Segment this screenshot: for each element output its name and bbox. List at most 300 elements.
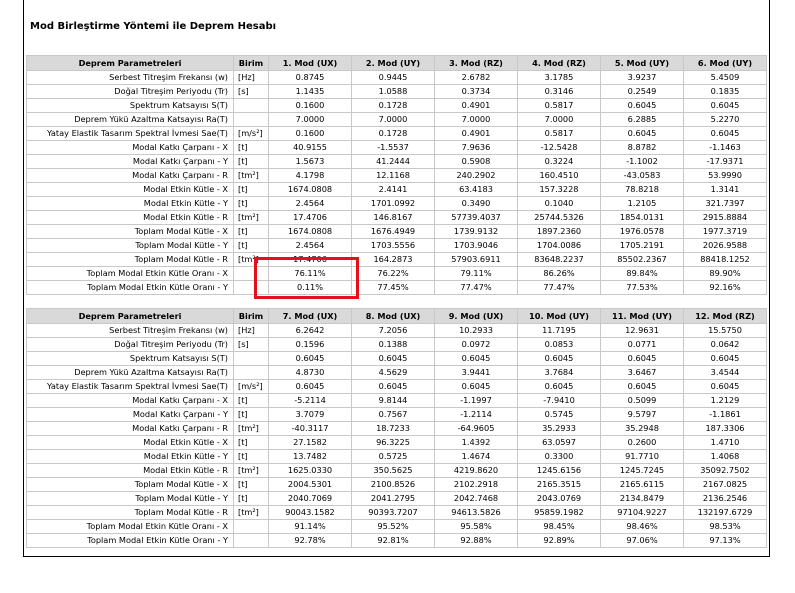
param-name-cell: Toplam Modal Etkin Kütle Oranı - Y [27, 281, 234, 295]
mode-column-header: 3. Mod (RZ) [435, 56, 518, 71]
value-cell: 0.6045 [684, 99, 767, 113]
unit-cell: [t] [234, 478, 269, 492]
value-cell: 13.7482 [269, 450, 352, 464]
value-cell: 0.6045 [601, 99, 684, 113]
value-cell: 76.11% [269, 267, 352, 281]
value-cell: 77.53% [601, 281, 684, 295]
param-name-cell: Toplam Modal Etkin Kütle Oranı - Y [27, 534, 234, 548]
param-name-cell: Toplam Modal Etkin Kütle Oranı - X [27, 267, 234, 281]
table-row [27, 267, 767, 281]
value-cell: 2102.2918 [435, 478, 518, 492]
table-row [27, 464, 767, 478]
mode-column-header: 7. Mod (UX) [269, 309, 352, 324]
value-cell: 9.5797 [601, 408, 684, 422]
value-cell: 350.5625 [352, 464, 435, 478]
value-cell: 95.52% [352, 520, 435, 534]
param-name-cell: Toplam Modal Etkin Kütle Oranı - X [27, 520, 234, 534]
unit-column-header: Birim [234, 309, 269, 324]
unit-cell: [m/s²] [234, 380, 269, 394]
value-cell: 3.9237 [601, 71, 684, 85]
table-row [27, 408, 767, 422]
value-cell: 1.4068 [684, 450, 767, 464]
value-cell: 78.8218 [601, 183, 684, 197]
mode-column-header: 2. Mod (UY) [352, 56, 435, 71]
value-cell: 321.7397 [684, 197, 767, 211]
value-cell: -1.1997 [435, 394, 518, 408]
param-name-cell: Modal Etkin Kütle - Y [27, 197, 234, 211]
value-cell: 1.2105 [601, 197, 684, 211]
value-cell: 35.2948 [601, 422, 684, 436]
param-name-cell: Modal Etkin Kütle - Y [27, 450, 234, 464]
unit-cell: [tm²] [234, 169, 269, 183]
param-name-cell: Modal Etkin Kütle - R [27, 464, 234, 478]
table-header-row [27, 56, 767, 71]
value-cell: 1674.0808 [269, 225, 352, 239]
value-cell: -1.1463 [684, 141, 767, 155]
param-name-cell: Modal Katkı Çarpanı - R [27, 422, 234, 436]
value-cell: 7.0000 [352, 113, 435, 127]
table-row [27, 113, 767, 127]
param-name-cell: Yatay Elastik Tasarım Spektral İvmesi Sae(T) [27, 127, 234, 141]
value-cell: 97104.9227 [601, 506, 684, 520]
value-cell: 0.7567 [352, 408, 435, 422]
unit-cell: [t] [234, 239, 269, 253]
value-cell: 3.7079 [269, 408, 352, 422]
value-cell: 1.4392 [435, 436, 518, 450]
value-cell: -1.1002 [601, 155, 684, 169]
unit-cell: [t] [234, 183, 269, 197]
table-row [27, 324, 767, 338]
value-cell: 17.4706 [269, 253, 352, 267]
value-cell: 0.4901 [435, 127, 518, 141]
value-cell: 0.2600 [601, 436, 684, 450]
value-cell: 98.45% [518, 520, 601, 534]
value-cell: 240.2902 [435, 169, 518, 183]
param-name-cell: Doğal Titreşim Periyodu (Tr) [27, 338, 234, 352]
value-cell: 7.2056 [352, 324, 435, 338]
table-row [27, 183, 767, 197]
unit-cell: [t] [234, 197, 269, 211]
value-cell: 35.2933 [518, 422, 601, 436]
table-row [27, 492, 767, 506]
value-cell: 1705.2191 [601, 239, 684, 253]
value-cell: 0.5817 [518, 99, 601, 113]
value-cell: 2.6782 [435, 71, 518, 85]
value-cell: 0.6045 [269, 380, 352, 394]
unit-cell: [m/s²] [234, 127, 269, 141]
unit-cell [234, 352, 269, 366]
mode-column-header: 12. Mod (RZ) [684, 309, 767, 324]
param-name-cell: Spektrum Katsayısı S(T) [27, 99, 234, 113]
value-cell: 88418.1252 [684, 253, 767, 267]
table-row [27, 394, 767, 408]
value-cell: 76.22% [352, 267, 435, 281]
unit-cell [234, 534, 269, 548]
table-row [27, 366, 767, 380]
value-cell: 0.6045 [352, 380, 435, 394]
value-cell: 79.11% [435, 267, 518, 281]
value-cell: 9.8144 [352, 394, 435, 408]
value-cell: 1.2129 [684, 394, 767, 408]
value-cell: 2100.8526 [352, 478, 435, 492]
param-name-cell: Modal Etkin Kütle - R [27, 211, 234, 225]
value-cell: 4219.8620 [435, 464, 518, 478]
table-row [27, 71, 767, 85]
value-cell: 2165.3515 [518, 478, 601, 492]
value-cell: 5.4509 [684, 71, 767, 85]
unit-cell: [tm²] [234, 506, 269, 520]
value-cell: 1245.6156 [518, 464, 601, 478]
table-row [27, 127, 767, 141]
value-cell: 86.26% [518, 267, 601, 281]
value-cell: 2040.7069 [269, 492, 352, 506]
value-cell: 90393.7207 [352, 506, 435, 520]
value-cell: 41.2444 [352, 155, 435, 169]
value-cell: 6.2642 [269, 324, 352, 338]
mode-column-header: 10. Mod (UY) [518, 309, 601, 324]
value-cell: 0.5725 [352, 450, 435, 464]
table-row [27, 436, 767, 450]
value-cell: 92.81% [352, 534, 435, 548]
value-cell: 0.6045 [435, 380, 518, 394]
mode-column-header: 11. Mod (UY) [601, 309, 684, 324]
value-cell: 1977.3719 [684, 225, 767, 239]
table-row [27, 141, 767, 155]
unit-cell: [t] [234, 155, 269, 169]
value-cell: 8.8782 [601, 141, 684, 155]
value-cell: 17.4706 [269, 211, 352, 225]
unit-cell: [Hz] [234, 71, 269, 85]
value-cell: 0.0972 [435, 338, 518, 352]
unit-cell [234, 99, 269, 113]
value-cell: 2043.0769 [518, 492, 601, 506]
param-name-cell: Toplam Modal Kütle - Y [27, 239, 234, 253]
unit-column-header: Birim [234, 56, 269, 71]
value-cell: 0.1040 [518, 197, 601, 211]
value-cell: 85502.2367 [601, 253, 684, 267]
table-row [27, 422, 767, 436]
table-row [27, 281, 767, 295]
table-row [27, 155, 767, 169]
highlight-box [254, 257, 359, 299]
unit-cell: [s] [234, 85, 269, 99]
value-cell: 3.1785 [518, 71, 601, 85]
param-name-cell: Spektrum Katsayısı S(T) [27, 352, 234, 366]
value-cell: 1704.0086 [518, 239, 601, 253]
value-cell: 1703.9046 [435, 239, 518, 253]
value-cell: 2.4564 [269, 197, 352, 211]
mode-column-header: 9. Mod (UX) [435, 309, 518, 324]
param-name-cell: Doğal Titreşim Periyodu (Tr) [27, 85, 234, 99]
value-cell: 89.90% [684, 267, 767, 281]
value-cell: 5.2270 [684, 113, 767, 127]
mode-column-header: 8. Mod (UX) [352, 309, 435, 324]
value-cell: 2041.2795 [352, 492, 435, 506]
param-name-cell: Toplam Modal Kütle - X [27, 225, 234, 239]
value-cell: 1625.0330 [269, 464, 352, 478]
table-header-row [27, 309, 767, 324]
table-row [27, 99, 767, 113]
value-cell: 1.1435 [269, 85, 352, 99]
report-title: Mod Birleştirme Yöntemi ile Deprem Hesabı [30, 21, 277, 32]
param-name-cell: Yatay Elastik Tasarım Spektral İvmesi Sae(T) [27, 380, 234, 394]
value-cell: 0.6045 [601, 380, 684, 394]
table-row [27, 352, 767, 366]
unit-cell: [tm²] [234, 464, 269, 478]
value-cell: -1.1861 [684, 408, 767, 422]
value-cell: 2.4564 [269, 239, 352, 253]
unit-cell: [t] [234, 450, 269, 464]
value-cell: 95.58% [435, 520, 518, 534]
param-name-cell: Toplam Modal Kütle - R [27, 506, 234, 520]
value-cell: 92.89% [518, 534, 601, 548]
value-cell: -7.9410 [518, 394, 601, 408]
value-cell: 12.9631 [601, 324, 684, 338]
table-row [27, 520, 767, 534]
param-name-cell: Modal Katkı Çarpanı - Y [27, 408, 234, 422]
table-row [27, 478, 767, 492]
value-cell: 0.3146 [518, 85, 601, 99]
value-cell: 0.11% [269, 281, 352, 295]
value-cell: 0.1728 [352, 127, 435, 141]
value-cell: 1897.2360 [518, 225, 601, 239]
param-name-cell: Toplam Modal Kütle - Y [27, 492, 234, 506]
value-cell: 7.0000 [269, 113, 352, 127]
param-name-cell: Modal Etkin Kütle - X [27, 436, 234, 450]
value-cell: 0.3224 [518, 155, 601, 169]
value-cell: 15.5750 [684, 324, 767, 338]
value-cell: 4.5629 [352, 366, 435, 380]
value-cell: 77.47% [435, 281, 518, 295]
value-cell: 0.3300 [518, 450, 601, 464]
param-name-cell: Modal Katkı Çarpanı - X [27, 141, 234, 155]
table-row [27, 253, 767, 267]
value-cell: 92.16% [684, 281, 767, 295]
value-cell: 98.53% [684, 520, 767, 534]
param-name-cell: Modal Katkı Çarpanı - R [27, 169, 234, 183]
value-cell: 11.7195 [518, 324, 601, 338]
value-cell: 157.3228 [518, 183, 601, 197]
value-cell: 2026.9588 [684, 239, 767, 253]
value-cell: 77.47% [518, 281, 601, 295]
table-row [27, 197, 767, 211]
value-cell: 0.6045 [352, 352, 435, 366]
unit-cell [234, 520, 269, 534]
param-name-cell: Serbest Titreşim Frekansı (w) [27, 324, 234, 338]
value-cell: 1854.0131 [601, 211, 684, 225]
value-cell: 0.6045 [435, 352, 518, 366]
value-cell: 10.2933 [435, 324, 518, 338]
value-cell: -12.5428 [518, 141, 601, 155]
value-cell: 57903.6911 [435, 253, 518, 267]
table-row [27, 380, 767, 394]
modal-table-2 [26, 308, 767, 548]
param-name-cell: Modal Etkin Kütle - X [27, 183, 234, 197]
value-cell: 0.6045 [684, 352, 767, 366]
unit-cell: [tm²] [234, 253, 269, 267]
param-column-header: Deprem Parametreleri [27, 309, 234, 324]
value-cell: 2004.5301 [269, 478, 352, 492]
value-cell: 0.2549 [601, 85, 684, 99]
value-cell: 7.9636 [435, 141, 518, 155]
value-cell: 7.0000 [435, 113, 518, 127]
value-cell: 0.3490 [435, 197, 518, 211]
value-cell: 2.4141 [352, 183, 435, 197]
value-cell: 3.4544 [684, 366, 767, 380]
value-cell: 0.5099 [601, 394, 684, 408]
value-cell: 92.88% [435, 534, 518, 548]
unit-cell: [t] [234, 141, 269, 155]
value-cell: 0.5745 [518, 408, 601, 422]
value-cell: 98.46% [601, 520, 684, 534]
value-cell: 0.0853 [518, 338, 601, 352]
mode-column-header: 1. Mod (UX) [269, 56, 352, 71]
value-cell: 94613.5826 [435, 506, 518, 520]
value-cell: 91.7710 [601, 450, 684, 464]
mode-column-header: 6. Mod (UY) [684, 56, 767, 71]
table-row [27, 506, 767, 520]
modal-table-1 [26, 55, 767, 295]
param-column-header: Deprem Parametreleri [27, 56, 234, 71]
param-name-cell: Deprem Yükü Azaltma Katsayısı Ra(T) [27, 366, 234, 380]
value-cell: 3.7684 [518, 366, 601, 380]
value-cell: 0.1600 [269, 99, 352, 113]
value-cell: 2915.8884 [684, 211, 767, 225]
value-cell: 83648.2237 [518, 253, 601, 267]
value-cell: 1.4674 [435, 450, 518, 464]
value-cell: 0.4901 [435, 99, 518, 113]
value-cell: 27.1582 [269, 436, 352, 450]
value-cell: 35092.7502 [684, 464, 767, 478]
table-row [27, 225, 767, 239]
value-cell: 18.7233 [352, 422, 435, 436]
value-cell: 2165.6115 [601, 478, 684, 492]
value-cell: -40.3117 [269, 422, 352, 436]
value-cell: -64.9605 [435, 422, 518, 436]
value-cell: 0.1728 [352, 99, 435, 113]
table-row [27, 534, 767, 548]
value-cell: 0.0771 [601, 338, 684, 352]
value-cell: 2136.2546 [684, 492, 767, 506]
value-cell: 7.0000 [518, 113, 601, 127]
value-cell: 160.4510 [518, 169, 601, 183]
value-cell: 1674.0808 [269, 183, 352, 197]
table-row [27, 239, 767, 253]
value-cell: 91.14% [269, 520, 352, 534]
value-cell: 1976.0578 [601, 225, 684, 239]
value-cell: -5.2114 [269, 394, 352, 408]
value-cell: 95859.1982 [518, 506, 601, 520]
value-cell: 4.1798 [269, 169, 352, 183]
value-cell: 57739.4037 [435, 211, 518, 225]
param-name-cell: Deprem Yükü Azaltma Katsayısı Ra(T) [27, 113, 234, 127]
unit-cell: [s] [234, 338, 269, 352]
value-cell: 96.3225 [352, 436, 435, 450]
value-cell: 0.6045 [684, 380, 767, 394]
value-cell: 0.5908 [435, 155, 518, 169]
value-cell: 40.9155 [269, 141, 352, 155]
value-cell: 89.84% [601, 267, 684, 281]
value-cell: 97.13% [684, 534, 767, 548]
value-cell: -1.2114 [435, 408, 518, 422]
value-cell: 63.4183 [435, 183, 518, 197]
value-cell: 0.6045 [601, 127, 684, 141]
value-cell: 1739.9132 [435, 225, 518, 239]
value-cell: 0.5817 [518, 127, 601, 141]
value-cell: 132197.6729 [684, 506, 767, 520]
value-cell: 0.1596 [269, 338, 352, 352]
value-cell: 63.0597 [518, 436, 601, 450]
table-row [27, 450, 767, 464]
param-name-cell: Toplam Modal Kütle - X [27, 478, 234, 492]
value-cell: -17.9371 [684, 155, 767, 169]
table-row [27, 211, 767, 225]
value-cell: 0.6045 [518, 380, 601, 394]
value-cell: 0.0642 [684, 338, 767, 352]
value-cell: 77.45% [352, 281, 435, 295]
value-cell: 1.0588 [352, 85, 435, 99]
value-cell: 1701.0992 [352, 197, 435, 211]
value-cell: 25744.5326 [518, 211, 601, 225]
unit-cell [234, 113, 269, 127]
unit-cell: [t] [234, 394, 269, 408]
value-cell: 1.4710 [684, 436, 767, 450]
value-cell: 2167.0825 [684, 478, 767, 492]
table-row [27, 169, 767, 183]
value-cell: 6.2885 [601, 113, 684, 127]
value-cell: 0.1600 [269, 127, 352, 141]
mode-column-header: 5. Mod (UY) [601, 56, 684, 71]
unit-cell: [t] [234, 225, 269, 239]
value-cell: 146.8167 [352, 211, 435, 225]
unit-cell: [t] [234, 492, 269, 506]
table-row [27, 338, 767, 352]
value-cell: 1676.4949 [352, 225, 435, 239]
param-name-cell: Toplam Modal Kütle - R [27, 253, 234, 267]
value-cell: 53.9990 [684, 169, 767, 183]
value-cell: 90043.1582 [269, 506, 352, 520]
param-name-cell: Serbest Titreşim Frekansı (w) [27, 71, 234, 85]
value-cell: 0.3734 [435, 85, 518, 99]
value-cell: 4.8730 [269, 366, 352, 380]
value-cell: 0.1835 [684, 85, 767, 99]
unit-cell [234, 366, 269, 380]
mode-column-header: 4. Mod (RZ) [518, 56, 601, 71]
value-cell: 0.6045 [518, 352, 601, 366]
value-cell: 1245.7245 [601, 464, 684, 478]
value-cell: 2134.8479 [601, 492, 684, 506]
value-cell: 164.2873 [352, 253, 435, 267]
value-cell: 97.06% [601, 534, 684, 548]
unit-cell: [tm²] [234, 422, 269, 436]
unit-cell: [Hz] [234, 324, 269, 338]
value-cell: 92.78% [269, 534, 352, 548]
unit-cell: [t] [234, 408, 269, 422]
value-cell: 0.6045 [684, 127, 767, 141]
value-cell: 0.9445 [352, 71, 435, 85]
unit-cell: [tm²] [234, 211, 269, 225]
table-row [27, 85, 767, 99]
value-cell: 1703.5556 [352, 239, 435, 253]
param-name-cell: Modal Katkı Çarpanı - X [27, 394, 234, 408]
value-cell: 12.1168 [352, 169, 435, 183]
value-cell: -43.0583 [601, 169, 684, 183]
value-cell: 0.1388 [352, 338, 435, 352]
value-cell: 3.6467 [601, 366, 684, 380]
unit-cell: [t] [234, 436, 269, 450]
value-cell: 0.6045 [269, 352, 352, 366]
value-cell: 1.3141 [684, 183, 767, 197]
